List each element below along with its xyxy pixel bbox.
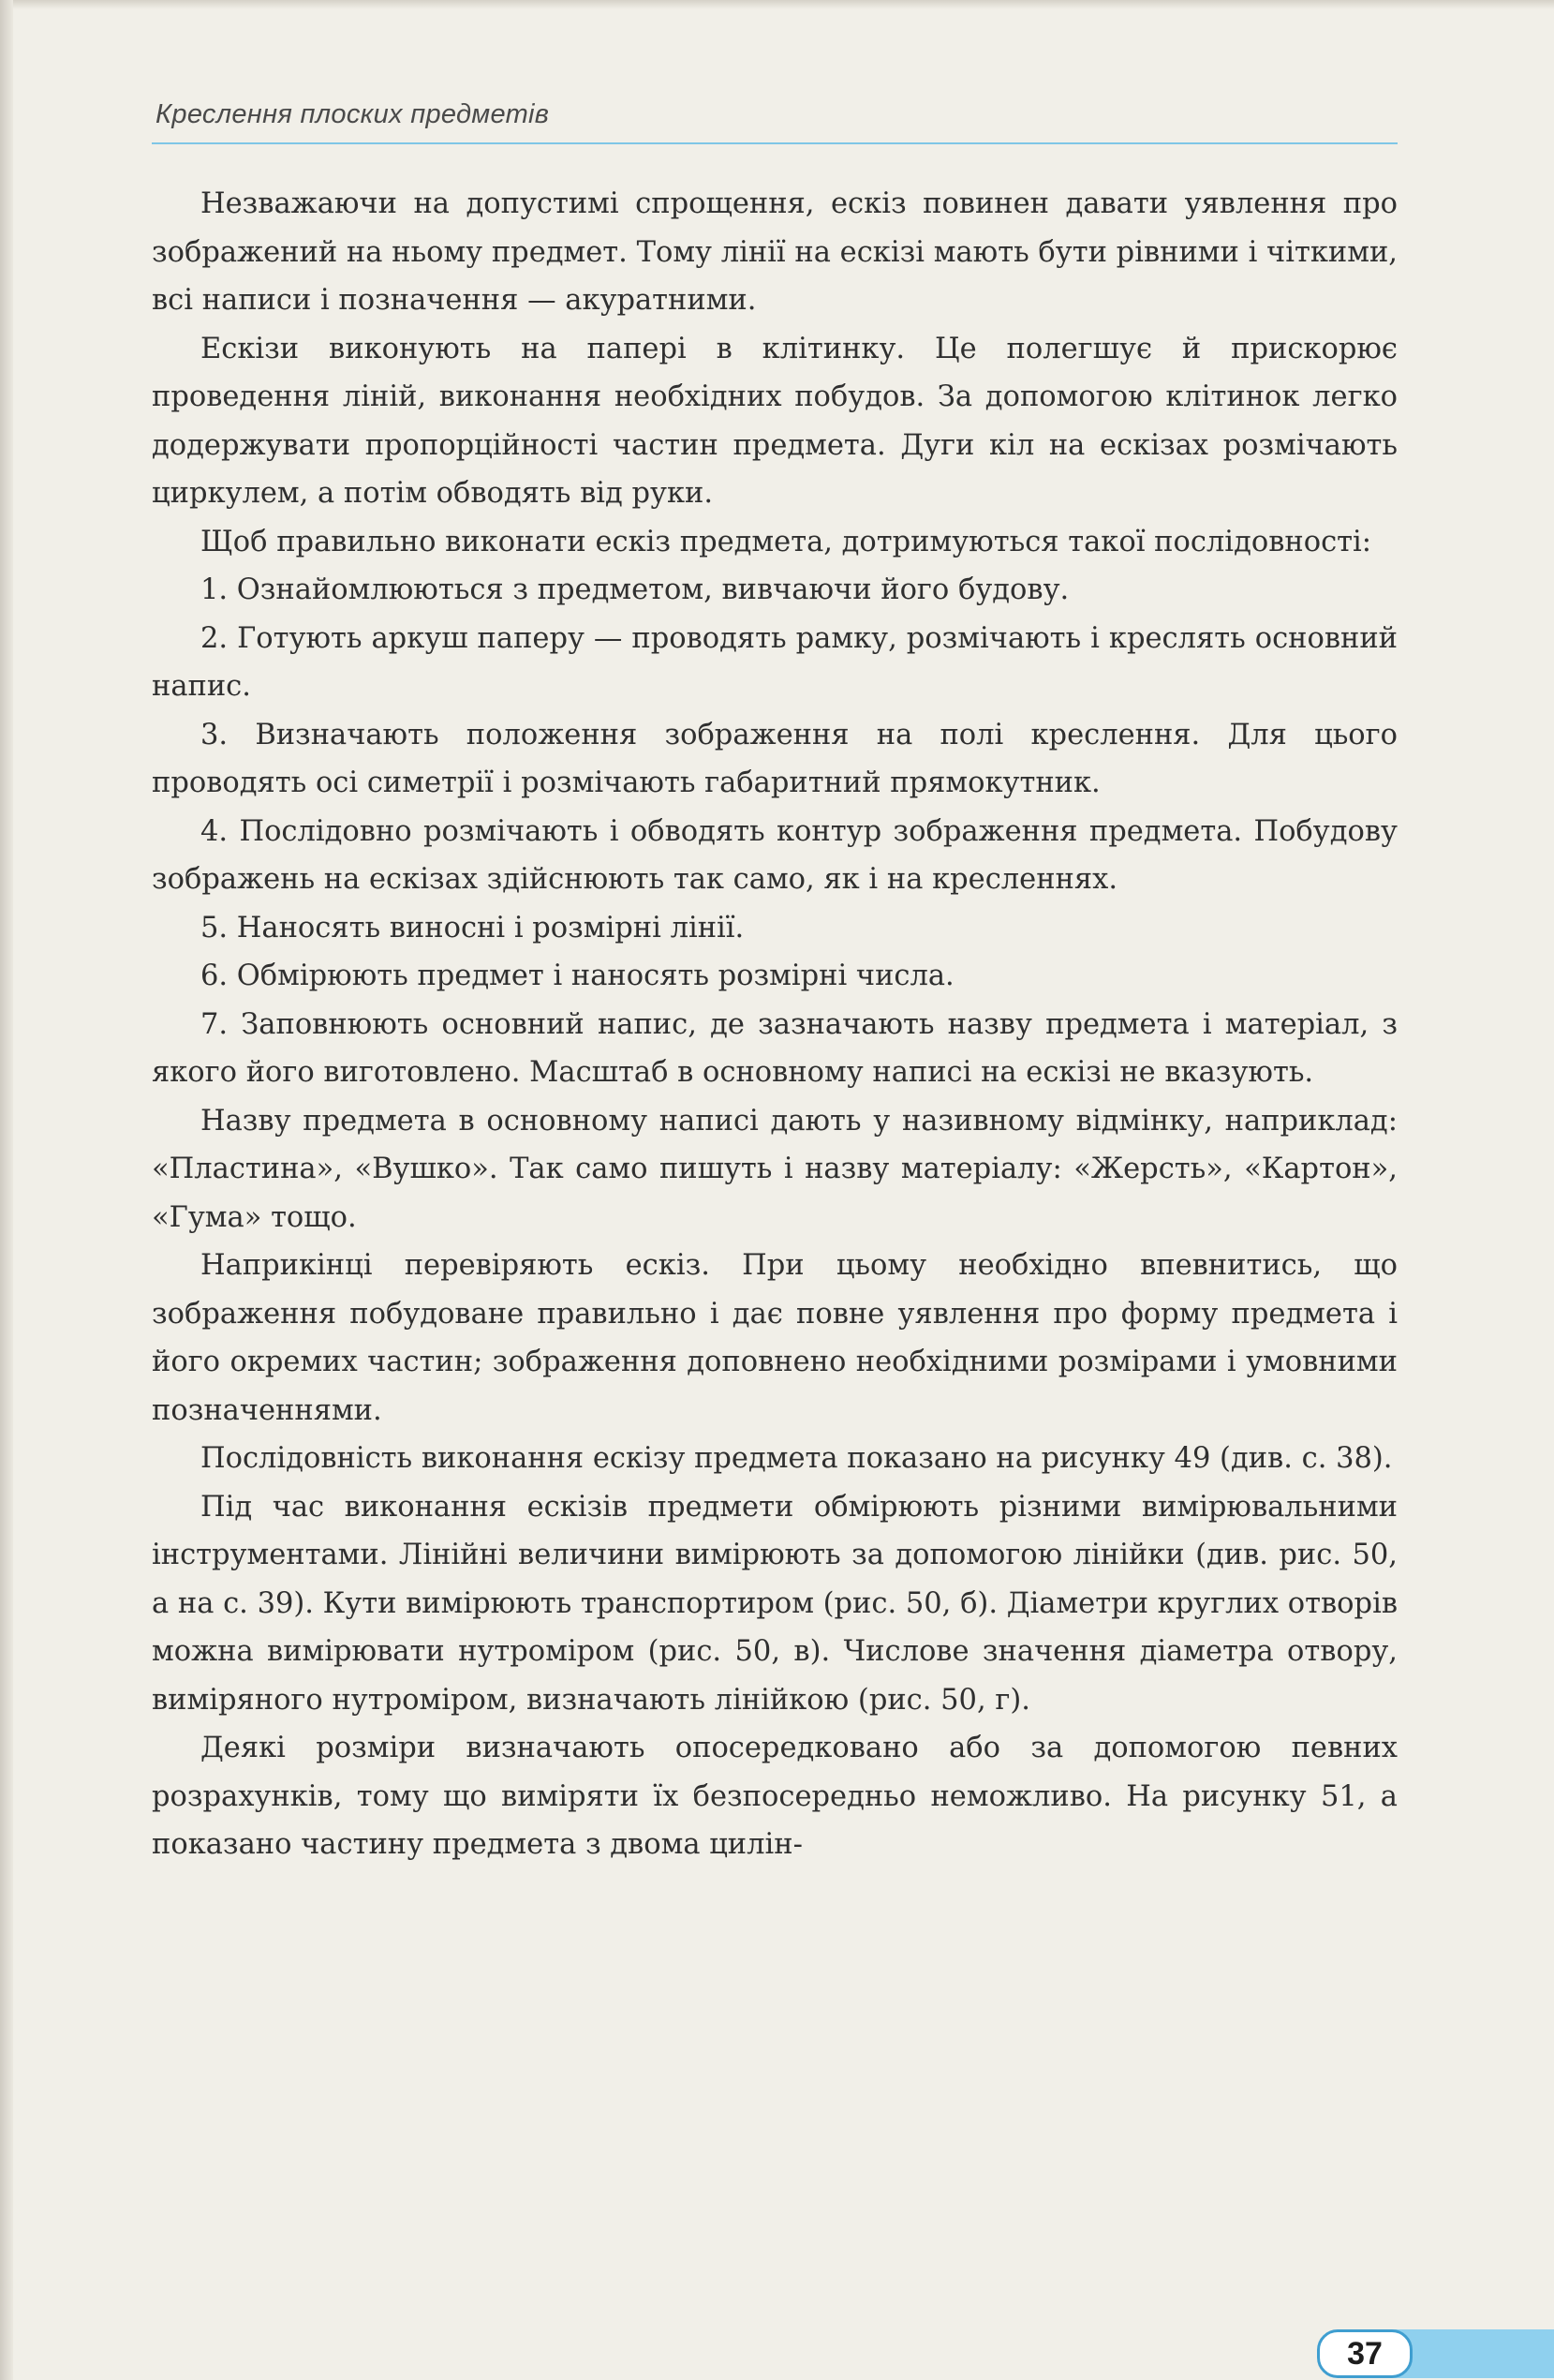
- list-item: 7. Заповнюють основний напис, де зазначають назву предмета і матеріал, з якого його виготовлено. Масштаб в основному написі на ескізі не вказують.: [152, 1007, 1398, 1089]
- list-item: 5. Наносять виносні і розмірні лінії.: [200, 911, 745, 945]
- list-item: 6. Обмірюють предмет і наносять розмірні числа.: [200, 959, 955, 992]
- list-item: 3. Визначають положення зображення на полі креслення. Для цього проводять осі симетрії і розмічають габаритний прямокутник.: [152, 718, 1398, 799]
- paragraph: Незважаючи на допустимі спрощення, ескіз повинен давати уявлення про зображений на ньому предмет. Тому лінії на ескізі мають бути рівними і чіткими, всі написи і позначення — акуратними.: [152, 187, 1398, 317]
- paragraph: Під час виконання ескізів предмети обмірюють різними вимірювальними інструментами. Лінійні величини вимірюють за допомогою лінійки (див. рис. 50, а на с. 39). Кути вимірюють транспортиром (рис. 50, б). Діаметри круглих отворів можна вимірювати нутроміром (рис. 50, в). Числове значення діаметра отвору, виміряного нутроміром, визначають лінійкою (рис. 50, г).: [152, 1490, 1398, 1717]
- page-edge-left: [0, 0, 13, 2380]
- paragraph: Назву предмета в основному написі дають у називному відмінку, наприклад: «Пластина», «Вушко». Так само пишуть і назву матеріалу: «Жерсть», «Картон», «Гума» тощо.: [152, 1104, 1398, 1234]
- running-header: [152, 97, 1398, 144]
- page-edge-top: [0, 0, 1554, 9]
- page-number: 37: [1317, 2329, 1413, 2378]
- paragraph: Послідовність виконання ескізу предмета показано на рисунку 49 (див. с. 38).: [200, 1442, 1393, 1475]
- paragraph: Щоб правильно виконати ескіз предмета, дотримуються такої послідовності:: [200, 525, 1372, 558]
- list-item: 2. Готують аркуш паперу — проводять рамку, розмічають і креслять основний напис.: [152, 621, 1398, 703]
- running-header-title: Креслення плоских предметів: [155, 99, 550, 129]
- paragraph: Наприкінці перевіряють ескіз. При цьому необхідно впевнитись, що зображення побудоване правильно і дає повне уявлення про форму предмета і його окремих частин; зображення доповнено необхідними розмірами і умовними позначеннями.: [152, 1249, 1398, 1427]
- paragraph: Ескізи виконують на папері в клітинку. Це полегшує й прискорює проведення ліній, виконання необхідних побудов. За допомогою клітинок легко додержувати пропорційності частин предмета. Дуги кіл на ескізах розмічають циркулем, а потім обводять від руки.: [152, 332, 1398, 510]
- paragraph: Деякі розміри визначають опосередковано або за допомогою певних розрахунків, тому що виміряти їх безпосередньо неможливо. На рисунку 51, а показано частину предмета з двома цилін-: [152, 1732, 1398, 1861]
- list-item: 1. Ознайомлюються з предметом, вивчаючи його будову.: [200, 573, 1070, 606]
- body-text: [152, 180, 1398, 1869]
- list-item: 4. Послідовно розмічають і обводять контур зображення предмета. Побудову зображень на ескізах здійснюють так само, як і на кресленнях.: [152, 814, 1398, 896]
